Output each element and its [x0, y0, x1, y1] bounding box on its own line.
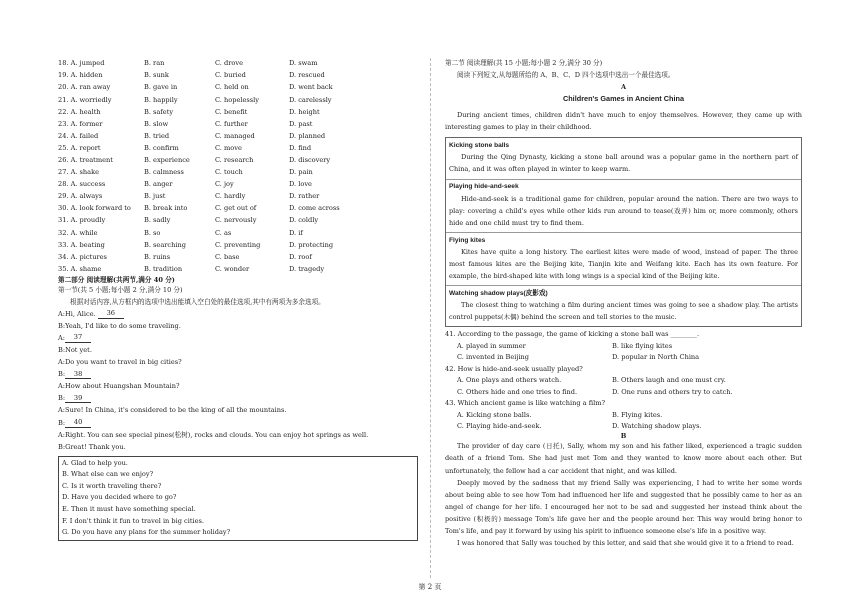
cloze-option-row — [58, 155, 418, 167]
dialogue-line — [58, 417, 418, 429]
cloze-option: B. sunk — [144, 71, 169, 80]
cloze-option: D. carelessly — [289, 95, 332, 104]
cloze-option-row — [58, 203, 418, 215]
cloze-option: D. height — [289, 107, 320, 116]
game-block — [446, 233, 801, 286]
right-column — [445, 58, 802, 549]
cloze-option: 26. A. treatment — [58, 156, 113, 164]
left-column — [58, 58, 418, 541]
cloze-option: C. held on — [215, 83, 249, 92]
cloze-option-row — [58, 143, 418, 155]
dialogue-text: B:Not yet. — [58, 345, 92, 354]
passage-a-letter: A — [620, 83, 627, 92]
cloze-option: 21. A. worriedly — [58, 95, 112, 104]
cloze-option: 25. A. report — [58, 143, 101, 152]
cloze-option: 18. A. jumped — [58, 59, 105, 68]
cloze-option-row — [58, 191, 418, 203]
dialogue-line — [58, 321, 418, 333]
cloze-option-row — [58, 94, 418, 106]
answer-options-box — [58, 456, 418, 541]
question-option[interactable]: D. popular in North China — [612, 353, 700, 362]
section1-title: 第一节(共 5 小题;每小题 2 分,满分 10 分) — [58, 285, 183, 294]
cloze-option: 20. A. ran away — [58, 83, 111, 92]
cloze-option: C. managed — [215, 131, 255, 140]
question-option[interactable]: B. Flying kites. — [612, 410, 663, 419]
cloze-option-row — [58, 227, 418, 239]
cloze-option: B. ruins — [144, 252, 171, 261]
cloze-option: D. rescued — [289, 71, 325, 80]
question-stem: 43. Which ancient game is like watching a film? — [445, 399, 605, 408]
dialogue-line — [58, 369, 418, 381]
passage-b-paragraph: The provider of day care (日托), Sally, whom my son and his father liked, experienced a tragic sudden death of a friend Tom. She had just met Tom and they wanted to know more about each other. But unfortunately, the fellow had a car accident that night, and was killed. — [445, 442, 802, 475]
cloze-option: D. roof — [289, 252, 312, 261]
dialogue-line — [58, 345, 418, 357]
cloze-option: B. confirm — [144, 143, 179, 152]
cloze-option: D. coldly — [289, 216, 319, 225]
cloze-option: 28. A. success — [58, 180, 106, 189]
cloze-option: D. rather — [289, 192, 320, 201]
cloze-option: C. joy — [215, 180, 234, 189]
cloze-option-row — [58, 82, 418, 94]
cloze-option: D. swam — [289, 59, 318, 68]
cloze-option: B. tried — [144, 131, 170, 140]
cloze-option-row — [58, 264, 418, 276]
passage-b-paragraph: I was honored that Sally was touched by this letter, and said that she would give it to a friend to read. — [457, 539, 794, 548]
cloze-option-row — [58, 179, 418, 191]
passage-a-title: Children's Games in Ancient China — [562, 93, 685, 103]
cloze-option: B. just — [144, 192, 166, 201]
cloze-option: B. break into — [144, 204, 188, 213]
cloze-option: D. planned — [289, 131, 326, 140]
game-heading: Watching shadow plays(皮影戏) — [449, 289, 548, 297]
cloze-option: C. as — [215, 228, 232, 237]
question-option[interactable]: D. Watching shadow plays. — [612, 422, 702, 431]
dialogue-text: B: — [58, 418, 66, 427]
cloze-option: D. if — [289, 228, 303, 237]
game-text: Kites have quite a long history. The earliest kites were made of wood, instead of paper. The three most famous kites are the Beijing kite, Tianjin kite and Weifang kite. Each has its own feature. For example, the bird-shaped kite with long wings is a special kind of the Beijing kite. — [449, 247, 798, 280]
passage-a-intro: During ancient times, children didn't have much to enjoy themselves. However, they came up with interesting games to play in their childhood. — [445, 111, 802, 132]
cloze-option: C. wonder — [215, 264, 250, 273]
box-option: G. Do you have any plans for the summer holiday? — [62, 528, 231, 537]
dialogue — [58, 308, 418, 453]
question-option[interactable]: C. Playing hide-and-seek. — [457, 422, 542, 431]
column-divider — [430, 58, 431, 578]
cloze-option: 35. A. shame — [58, 264, 102, 273]
dialogue-line — [58, 381, 418, 393]
cloze-option: 23. A. former — [58, 119, 103, 128]
cloze-option-row — [58, 252, 418, 264]
cloze-option: B. happily — [144, 95, 178, 104]
cloze-option-row — [58, 70, 418, 82]
box-option: F. I don't think it fun to travel in big cities. — [62, 516, 204, 525]
passage-b-paragraph: Deeply moved by the sadness that my friend Sally was experiencing, I had to write her some words about being able to see how Tom had influenced her life and suggested that he possibly came to her as an angel of change for her life. I encouraged her not to be sad and suggested her instead think about the positive (积极的) message Tom's life gave her and the people around her. This way would bring honor to Tom's life, and pay it forward by using his spirit to influence someone else's life in a positive way. — [445, 478, 802, 536]
question-option[interactable]: D. One runs and others try to catch. — [612, 387, 733, 396]
dialogue-text: A:How about Huangshan Mountain? — [58, 382, 180, 391]
dialogue-text: B:Great! Thank you. — [58, 442, 126, 451]
cloze-option: B. experience — [144, 156, 190, 164]
cloze-option-row — [58, 118, 418, 130]
questions — [445, 329, 802, 433]
cloze-option-row — [58, 239, 418, 251]
part2-title: 第二部分 阅读理解(共两节,满分 40 分) — [58, 275, 175, 284]
cloze-option: D. discovery — [289, 156, 331, 164]
question-option[interactable]: A. played in summer — [457, 341, 526, 350]
cloze-option: C. nervously — [215, 216, 257, 225]
dialogue-text: B: — [58, 394, 66, 403]
answer-blank: 39 — [65, 395, 91, 404]
question-option[interactable]: A. One plays and others watch. — [457, 376, 562, 385]
box-option: D. Have you decided where to go? — [62, 493, 177, 502]
box-option: A. Glad to help you. — [62, 458, 128, 467]
dialogue-text: A:Do you want to travel in big cities? — [58, 358, 182, 367]
cloze-option: B. anger — [144, 180, 173, 189]
question-option[interactable]: B. like flying kites — [612, 341, 673, 350]
cloze-option: B. gave in — [144, 83, 178, 92]
dialogue-line — [58, 393, 418, 405]
cloze-option: D. tragedy — [289, 264, 325, 273]
dialogue-line — [58, 429, 418, 441]
cloze-option: C. preventing — [215, 240, 261, 249]
question-options-row — [445, 375, 802, 387]
question-options-row — [445, 341, 802, 353]
game-block — [446, 286, 801, 326]
cloze-option: 31. A. proudly — [58, 216, 106, 225]
dialogue-text: A:Hi, Alice. — [58, 309, 98, 318]
cloze-option: C. buried — [215, 71, 246, 80]
cloze-option: B. so — [144, 228, 161, 237]
cloze-options — [58, 58, 418, 276]
cloze-option: B. tradition — [144, 264, 183, 273]
dialogue-text: B: — [58, 370, 66, 379]
game-heading: Kicking stone balls — [449, 142, 510, 150]
cloze-option: C. hardly — [215, 192, 246, 201]
dialogue-line — [58, 308, 418, 320]
dialogue-text: A:Right. You can see special pines(松树), rocks and clouds. You can enjoy hot springs as well. — [58, 430, 369, 439]
cloze-option: D. come across — [289, 204, 340, 213]
question-option[interactable]: C. invented in Beijing — [457, 353, 530, 362]
question-option[interactable]: B. Others laugh and one must cry. — [612, 376, 726, 385]
passage-b — [445, 440, 802, 549]
answer-blank: 40 — [65, 419, 91, 428]
question-options-row — [445, 387, 802, 399]
cloze-option-row — [58, 167, 418, 179]
cloze-option: D. pain — [289, 168, 313, 177]
dialogue-line — [58, 441, 418, 453]
cloze-option: B. ran — [144, 59, 165, 68]
cloze-option: C. research — [215, 156, 254, 164]
question-options-row — [445, 352, 802, 364]
cloze-option: C. benefit — [215, 107, 248, 116]
cloze-option: D. find — [289, 143, 312, 152]
game-text: The closest thing to watching a film during ancient times was going to see a shadow play. The artists control puppets(木偶) behind the screen and tell stories to the music. — [449, 301, 798, 322]
cloze-option-row — [58, 58, 418, 70]
cloze-option: D. went back — [289, 83, 333, 92]
cloze-option: D. past — [289, 119, 313, 128]
dialogue-line — [58, 333, 418, 345]
game-block — [446, 180, 801, 233]
cloze-option-row — [58, 215, 418, 227]
answer-blank: 37 — [65, 334, 91, 343]
box-option: C. Is it worth traveling there? — [62, 481, 162, 490]
game-block — [446, 138, 801, 179]
answer-blank: 38 — [65, 371, 91, 380]
cloze-option: 19. A. hidden — [58, 71, 103, 80]
cloze-option: 32. A. while — [58, 228, 98, 237]
game-text: During the Qing Dynasty, kicking a stone ball around was a popular game in the northern part of China, and it was often played in winter to keep warm. — [449, 153, 798, 174]
question-option[interactable]: C. Others hide and one tries to find. — [457, 387, 578, 396]
cloze-option: 27. A. shake — [58, 168, 99, 177]
game-text: Hide-and-seek is a traditional game for children, popular around the nation. There are two ways to play: covering a child's eyes while other kids run around to tease(戏弄) him or, more commonly, others hide and one child must try to find them. — [449, 194, 798, 227]
question-stem: 41. According to the passage, the game of kicking a stone ball was ________. — [445, 330, 700, 339]
cloze-option: B. slow — [144, 119, 169, 128]
cloze-option: C. get out of — [215, 204, 257, 213]
game-heading: Flying kites — [449, 236, 486, 244]
dialogue-text: B:Yeah, I'd like to do some traveling. — [58, 321, 181, 330]
question-option[interactable]: A. Kicking stone balls. — [457, 410, 532, 419]
cloze-option: 29. A. always — [58, 192, 103, 201]
cloze-option: C. touch — [215, 168, 243, 177]
cloze-option: B. safety — [144, 107, 174, 116]
answer-blank: 36 — [98, 310, 124, 319]
cloze-option: 22. A. health — [58, 107, 101, 116]
question-options-row — [445, 410, 802, 422]
cloze-option-row — [58, 131, 418, 143]
dialogue-line — [58, 405, 418, 417]
page-footer: 第 2 页 — [418, 583, 442, 591]
dialogue-text: A:Sure! In China, it's considered to be the king of all the mountains. — [58, 406, 287, 415]
section1-instructions: 根据对话内容,从方框内的选项中选出能填入空白处的最佳选项,其中有两项为多余选项。 — [70, 297, 325, 306]
cloze-option: 24. A. failed — [58, 131, 99, 140]
cloze-option: B. calmness — [144, 168, 184, 177]
cloze-option: C. base — [215, 252, 240, 261]
cloze-option: B. searching — [144, 240, 186, 249]
cloze-option: D. protecting — [289, 240, 334, 249]
cloze-option: B. sadly — [144, 216, 171, 225]
dialogue-text: A: — [58, 333, 65, 342]
cloze-option: 34. A. pictures — [58, 252, 107, 261]
cloze-option: 33. A. beating — [58, 240, 105, 249]
game-heading: Playing hide-and-seek — [449, 183, 519, 191]
box-option: E. Then it must have something special. — [62, 504, 196, 513]
cloze-option: 30. A. look forward to — [58, 204, 131, 213]
cloze-option: C. further — [215, 119, 248, 128]
passage-b-letter: B — [620, 431, 627, 440]
section2-title: 第二节 阅读理解(共 15 小题;每小题 2 分,满分 30 分) — [445, 59, 603, 68]
cloze-option: C. hopelessly — [215, 95, 259, 104]
cloze-option: C. drove — [215, 59, 243, 68]
section2-instructions: 阅读下列短文,从每题所给的 A、B、C、D 四个选项中选出一个最佳选项。 — [457, 71, 675, 80]
question-stem: 42. How is hide-and-seek usually played? — [445, 364, 583, 373]
cloze-option-row — [58, 106, 418, 118]
cloze-option: C. move — [215, 143, 242, 152]
games-box — [445, 137, 802, 327]
cloze-option: D. love — [289, 180, 312, 189]
box-option: B. What else can we enjoy? — [62, 470, 154, 479]
dialogue-line — [58, 357, 418, 369]
